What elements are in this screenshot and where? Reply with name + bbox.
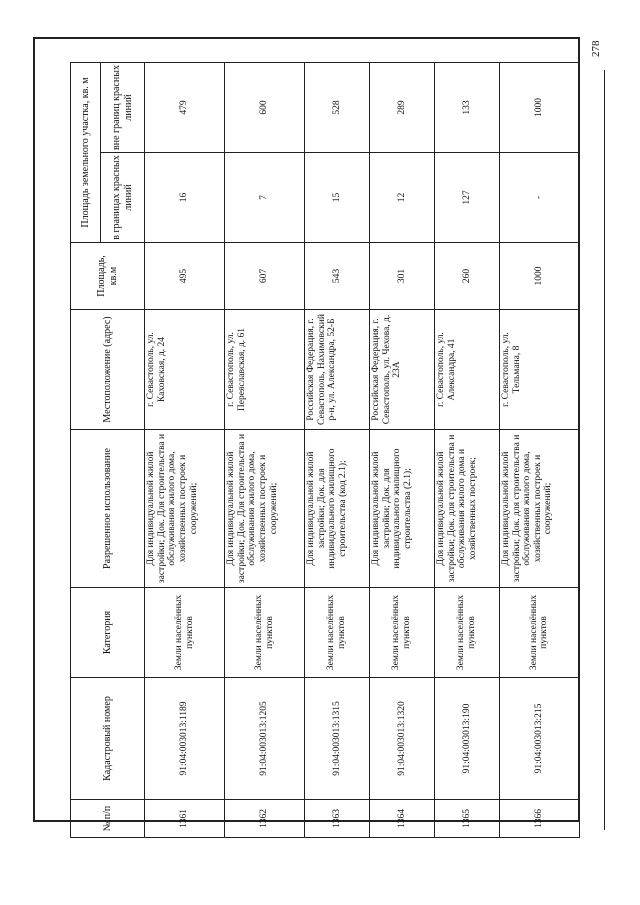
table-row <box>145 63 225 838</box>
cell-within: 15 <box>305 153 370 243</box>
cell-outside: 133 <box>434 63 499 153</box>
page-divider <box>604 70 605 830</box>
cell-cadastral: 91:04:003013:1205 <box>225 678 305 800</box>
cell-area: 607 <box>225 243 305 310</box>
cell-within: 12 <box>370 153 435 243</box>
table-row <box>434 63 499 838</box>
page-number: 278 <box>590 40 602 57</box>
header-location: Местоположение (адрес) <box>71 310 145 430</box>
cell-use: Для индивидуальной жилой застройки; Док. для индивидуального жилищного строительства (код 2.1); <box>305 430 370 588</box>
table-row <box>499 63 579 838</box>
cell-location: г. Севастополь, ул. Переяславская, д. 61 <box>225 310 305 430</box>
cell-outside: 600 <box>225 63 305 153</box>
cell-within: - <box>499 153 579 243</box>
cell-location: г. Севастополь, ул. Каховская, д. 24 <box>145 310 225 430</box>
cell-location: Российская Федерация, г. Севастополь, Нахимовский р-н, ул. Александра, 52-Б <box>305 310 370 430</box>
cell-use: Для индивидуальной жилой застройки; Док. Для строительства и обслуживания жилого дома, хозяйственных построек и сооружений; <box>225 430 305 588</box>
cell-num: 1363 <box>305 800 370 838</box>
cell-num: 1365 <box>434 800 499 838</box>
cell-outside: 479 <box>145 63 225 153</box>
cell-outside: 1000 <box>499 63 579 153</box>
cell-area: 301 <box>370 243 435 310</box>
cell-use: Для индивидуальной жилой застройки; Док. для индивидуального жилищного строительства (2.1); <box>370 430 435 588</box>
cell-cadastral: 91:04:003013:190 <box>434 678 499 800</box>
cell-area: 1000 <box>499 243 579 310</box>
header-permitted-use: Разрешенное использование <box>71 430 145 588</box>
cell-outside: 528 <box>305 63 370 153</box>
header-within: в границах красных линий <box>101 153 145 243</box>
cell-category: Земли населённых пунктов <box>370 588 435 678</box>
cell-category: Земли населённых пунктов <box>145 588 225 678</box>
cell-location: г. Севастополь, ул. Тельмана, 8 <box>499 310 579 430</box>
cell-use: Для индивидуальной жилой застройки; Док. Для строительства и обслуживания жилого дома, хозяйственных построек и сооружений; <box>145 430 225 588</box>
table-row <box>225 63 305 838</box>
header-category: Категория <box>71 588 145 678</box>
cell-cadastral: 91:04:003013:1189 <box>145 678 225 800</box>
cell-cadastral: 91:04:003013:215 <box>499 678 579 800</box>
cell-category: Земли населённых пунктов <box>434 588 499 678</box>
cell-area: 543 <box>305 243 370 310</box>
cell-area: 495 <box>145 243 225 310</box>
cell-num: 1364 <box>370 800 435 838</box>
header-num: № п/п <box>71 800 145 838</box>
header-outside: вне границ красных линий <box>101 63 145 153</box>
cell-num: 1361 <box>145 800 225 838</box>
cell-outside: 289 <box>370 63 435 153</box>
cell-category: Земли населённых пунктов <box>499 588 579 678</box>
header-area: Площадь, кв.м <box>71 243 145 310</box>
cell-location: Российская Федерация, г. Севастополь, ул. Чехова, д. 23А <box>370 310 435 430</box>
cell-area: 260 <box>434 243 499 310</box>
cell-use: Для индивидуальной жилой застройки; Док. для строительства и обслуживания жилого дома, хозяйственных построек и сооружений; <box>499 430 579 588</box>
header-cadastral: Кадастровый номер <box>71 678 145 800</box>
cell-within: 127 <box>434 153 499 243</box>
land-plots-table <box>70 62 580 838</box>
cell-num: 1366 <box>499 800 579 838</box>
header-plot-area: Площадь земельного участка, кв. м <box>71 63 101 243</box>
cell-within: 7 <box>225 153 305 243</box>
cell-location: г. Севастополь, ул. Александра, 41 <box>434 310 499 430</box>
cell-use: Для индивидуальной жилой застройки; Док. для строительства и обслуживания жилого дома и хозяйственных построек; <box>434 430 499 588</box>
cell-within: 16 <box>145 153 225 243</box>
cell-category: Земли населённых пунктов <box>225 588 305 678</box>
land-plots-table-container <box>70 63 580 838</box>
cell-cadastral: 91:04:003013:1315 <box>305 678 370 800</box>
table-row <box>305 63 370 838</box>
cell-cadastral: 91:04:003013:1320 <box>370 678 435 800</box>
cell-category: Земли населённых пунктов <box>305 588 370 678</box>
table-row <box>370 63 435 838</box>
cell-num: 1362 <box>225 800 305 838</box>
